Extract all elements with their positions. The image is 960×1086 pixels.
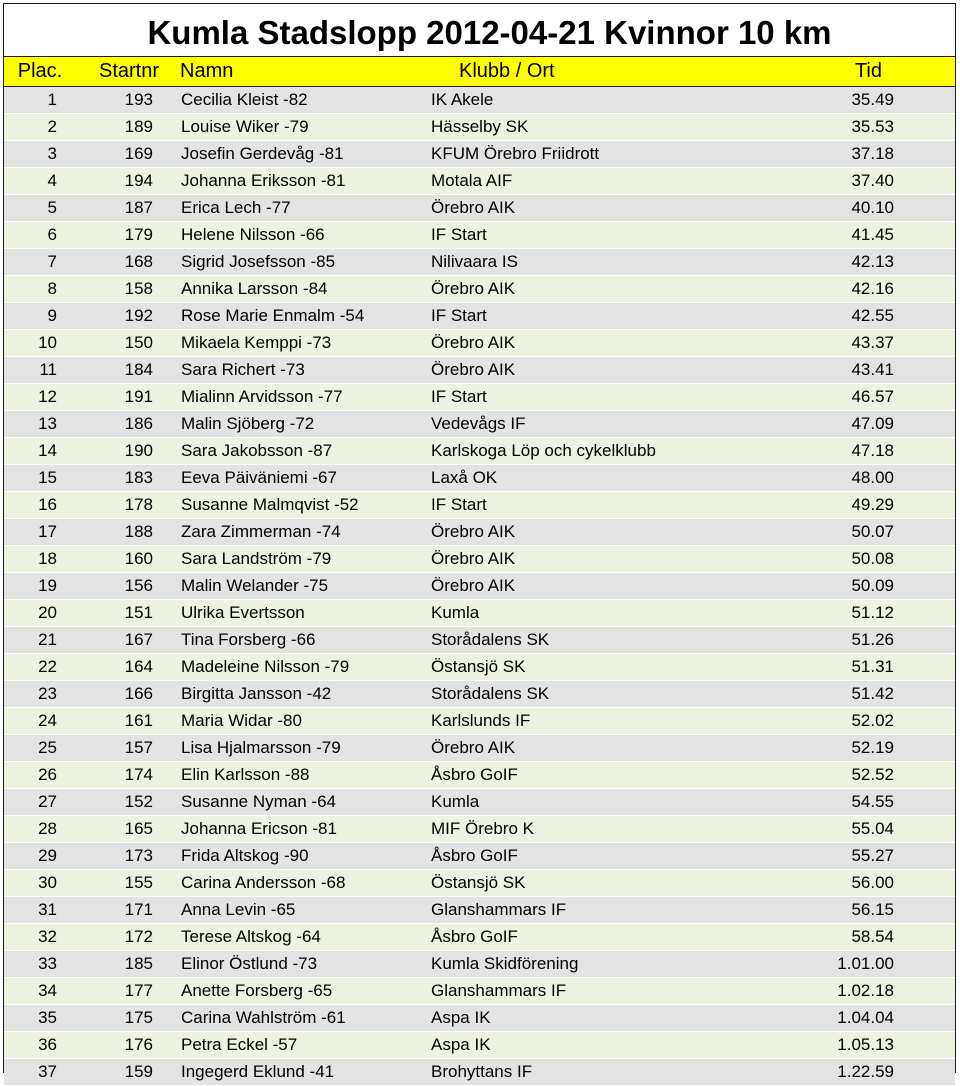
cell-startnr: 191 [124,387,153,406]
cell-startnr: 176 [124,1035,153,1054]
cell-plac: 29 [38,846,57,865]
cell-namn: Frida Altskog -90 [181,846,309,865]
table-row [4,762,955,789]
cell-startnr: 172 [124,927,153,946]
cell-plac: 16 [38,495,57,514]
table-row [4,114,955,141]
cell-plac: 30 [38,873,57,892]
cell-tid: 54.55 [851,792,894,811]
cell-klubb: Örebro AIK [431,279,516,298]
cell-klubb: MIF Örebro K [431,819,534,838]
header-startnr: Startnr [99,60,160,82]
cell-startnr: 173 [124,846,153,865]
table-row [4,546,955,573]
table-row [4,168,955,195]
cell-klubb: Glanshammars IF [431,900,567,919]
cell-startnr: 158 [124,279,153,298]
cell-tid: 52.02 [851,711,894,730]
cell-plac: 22 [38,657,57,676]
cell-plac: 37 [38,1062,57,1081]
cell-plac: 9 [47,306,57,325]
cell-namn: Carina Andersson -68 [181,873,346,892]
cell-plac: 15 [38,468,57,487]
cell-tid: 47.18 [851,441,894,460]
cell-tid: 42.16 [851,279,894,298]
cell-tid: 35.49 [851,90,894,109]
cell-klubb: Storådalens SK [431,630,550,649]
cell-namn: Johanna Eriksson -81 [181,171,346,190]
cell-startnr: 165 [124,819,153,838]
cell-plac: 4 [47,171,57,190]
cell-startnr: 159 [124,1062,153,1081]
cell-startnr: 184 [124,360,153,379]
cell-tid: 35.53 [851,117,894,136]
cell-plac: 34 [38,981,57,1000]
cell-tid: 47.09 [851,414,894,433]
table-header [4,56,955,87]
cell-tid: 46.57 [851,387,894,406]
table-row [4,492,955,519]
cell-plac: 27 [38,792,57,811]
cell-klubb: Östansjö SK [431,657,526,676]
cell-klubb: Glanshammars IF [431,981,567,1000]
header-namn: Namn [180,60,234,82]
cell-plac: 5 [47,198,57,217]
cell-plac: 8 [47,279,57,298]
cell-namn: Maria Widar -80 [181,711,302,730]
cell-tid: 43.41 [851,360,894,379]
cell-klubb: Kumla Skidförening [431,954,579,973]
cell-namn: Eeva Päiväniemi -67 [181,468,337,487]
cell-plac: 1 [47,90,57,109]
cell-namn: Mialinn Arvidsson -77 [181,387,343,406]
cell-plac: 36 [38,1035,57,1054]
cell-startnr: 188 [124,522,153,541]
cell-namn: Terese Altskog -64 [181,927,321,946]
cell-plac: 23 [38,684,57,703]
cell-tid: 37.18 [851,144,894,163]
cell-klubb: Örebro AIK [431,198,516,217]
cell-startnr: 160 [124,549,153,568]
table-row [4,600,955,627]
cell-klubb: Aspa IK [431,1008,491,1027]
table-row [4,708,955,735]
cell-namn: Madeleine Nilsson -79 [181,657,350,676]
cell-namn: Tina Forsberg -66 [181,630,316,649]
cell-klubb: Örebro AIK [431,549,516,568]
cell-namn: Helene Nilsson -66 [181,225,325,244]
cell-plac: 21 [38,630,57,649]
table-row [4,573,955,600]
cell-namn: Zara Zimmerman -74 [181,522,341,541]
cell-namn: Carina Wahlström -61 [181,1008,346,1027]
cell-klubb: Storådalens SK [431,684,550,703]
table-row [4,195,955,222]
cell-startnr: 192 [124,306,153,325]
cell-tid: 1.01.00 [837,954,894,973]
cell-namn: Josefin Gerdevåg -81 [181,144,344,163]
table-row [4,141,955,168]
header-klubb: Klubb / Ort [459,60,555,82]
cell-namn: Johanna Ericson -81 [181,819,337,838]
cell-tid: 52.19 [851,738,894,757]
cell-tid: 37.40 [851,171,894,190]
cell-klubb: IF Start [431,387,487,406]
cell-namn: Elin Karlsson -88 [181,765,310,784]
cell-startnr: 169 [124,144,153,163]
cell-tid: 55.27 [851,846,894,865]
cell-tid: 50.07 [851,522,894,541]
cell-namn: Susanne Malmqvist -52 [181,495,359,514]
cell-tid: 51.31 [851,657,894,676]
cell-tid: 1.22.59 [837,1062,894,1081]
cell-namn: Ingegerd Eklund -41 [181,1062,335,1081]
table-row [4,843,955,870]
cell-klubb: Örebro AIK [431,738,516,757]
cell-tid: 41.45 [851,225,894,244]
cell-klubb: Motala AIF [431,171,513,190]
table-row [4,897,955,924]
cell-startnr: 166 [124,684,153,703]
cell-plac: 32 [38,927,57,946]
cell-klubb: Örebro AIK [431,333,516,352]
table-row [4,411,955,438]
cell-klubb: Åsbro GoIF [431,927,518,946]
cell-plac: 2 [47,117,57,136]
cell-namn: Anette Forsberg -65 [181,981,333,1000]
cell-startnr: 156 [124,576,153,595]
cell-plac: 20 [38,603,57,622]
cell-plac: 28 [38,819,57,838]
cell-startnr: 179 [124,225,153,244]
cell-tid: 51.42 [851,684,894,703]
cell-klubb: KFUM Örebro Friidrott [431,144,600,163]
table-row [4,357,955,384]
cell-startnr: 189 [124,117,153,136]
cell-klubb: Örebro AIK [431,360,516,379]
cell-startnr: 150 [124,333,153,352]
cell-tid: 52.52 [851,765,894,784]
cell-klubb: IF Start [431,306,487,325]
table-row [4,222,955,249]
header-plac: Plac. [17,60,63,82]
table-row [4,465,955,492]
cell-plac: 35 [38,1008,57,1027]
cell-startnr: 161 [124,711,153,730]
table-row [4,1005,955,1032]
cell-plac: 13 [38,414,57,433]
cell-startnr: 171 [124,900,153,919]
cell-tid: 50.09 [851,576,894,595]
table-row [4,1059,955,1086]
table-row [4,519,955,546]
cell-tid: 56.15 [851,900,894,919]
cell-namn: Anna Levin -65 [181,900,296,919]
cell-plac: 7 [47,252,57,271]
table-row [4,384,955,411]
cell-namn: Mikaela Kemppi -73 [181,333,332,352]
cell-startnr: 167 [124,630,153,649]
cell-startnr: 185 [124,954,153,973]
cell-plac: 31 [38,900,57,919]
cell-plac: 10 [38,333,57,352]
cell-startnr: 178 [124,495,153,514]
cell-tid: 40.10 [851,198,894,217]
cell-startnr: 155 [124,873,153,892]
cell-klubb: Brohyttans IF [431,1062,533,1081]
results-sheet [3,3,956,1081]
cell-tid: 1.05.13 [837,1035,894,1054]
table-row [4,438,955,465]
cell-klubb: Åsbro GoIF [431,846,518,865]
cell-namn: Birgitta Jansson -42 [181,684,332,703]
cell-tid: 1.02.18 [837,981,894,1000]
table-row [4,303,955,330]
cell-namn: Sara Richert -73 [181,360,305,379]
cell-tid: 58.54 [851,927,894,946]
cell-startnr: 152 [124,792,153,811]
table-row [4,1032,955,1059]
cell-klubb: Karlslunds IF [431,711,531,730]
cell-plac: 25 [38,738,57,757]
cell-startnr: 193 [124,90,153,109]
cell-startnr: 190 [124,441,153,460]
cell-tid: 1.04.04 [837,1008,894,1027]
cell-namn: Susanne Nyman -64 [181,792,336,811]
table-row [4,276,955,303]
cell-namn: Malin Sjöberg -72 [181,414,315,433]
cell-startnr: 186 [124,414,153,433]
cell-namn: Erica Lech -77 [181,198,291,217]
cell-tid: 42.55 [851,306,894,325]
cell-namn: Petra Eckel -57 [181,1035,298,1054]
table-row [4,654,955,681]
table-row [4,735,955,762]
cell-klubb: Laxå OK [431,468,498,487]
results-table-body [4,87,955,1086]
cell-namn: Sara Landström -79 [181,549,332,568]
table-row [4,330,955,357]
cell-klubb: IF Start [431,225,487,244]
cell-namn: Rose Marie Enmalm -54 [181,306,365,325]
cell-startnr: 164 [124,657,153,676]
cell-namn: Annika Larsson -84 [181,279,328,298]
cell-plac: 24 [38,711,57,730]
cell-klubb: Örebro AIK [431,576,516,595]
cell-namn: Louise Wiker -79 [181,117,309,136]
cell-startnr: 168 [124,252,153,271]
cell-namn: Ulrika Evertsson [181,603,305,622]
cell-namn: Malin Welander -75 [181,576,329,595]
cell-plac: 19 [38,576,57,595]
cell-tid: 49.29 [851,495,894,514]
cell-startnr: 183 [124,468,153,487]
cell-startnr: 157 [124,738,153,757]
table-row [4,951,955,978]
cell-plac: 14 [38,441,57,460]
table-row [4,87,955,114]
table-row [4,249,955,276]
cell-tid: 48.00 [851,468,894,487]
cell-startnr: 175 [124,1008,153,1027]
cell-tid: 43.37 [851,333,894,352]
cell-plac: 26 [38,765,57,784]
cell-plac: 11 [39,360,57,379]
cell-namn: Cecilia Kleist -82 [181,90,308,109]
cell-tid: 50.08 [851,549,894,568]
cell-startnr: 174 [124,765,153,784]
cell-namn: Lisa Hjalmarsson -79 [181,738,341,757]
cell-tid: 56.00 [851,873,894,892]
cell-klubb: Nilivaara IS [431,252,518,271]
cell-plac: 33 [38,954,57,973]
table-row [4,816,955,843]
cell-klubb: Örebro AIK [431,522,516,541]
cell-klubb: Östansjö SK [431,873,526,892]
cell-klubb: Kumla [431,603,480,622]
table-row [4,627,955,654]
cell-startnr: 151 [124,603,153,622]
cell-klubb: Aspa IK [431,1035,491,1054]
table-row [4,681,955,708]
cell-klubb: IK Akele [431,90,494,109]
table-row [4,870,955,897]
cell-plac: 12 [38,387,57,406]
cell-klubb: IF Start [431,495,487,514]
cell-startnr: 177 [124,981,153,1000]
cell-plac: 17 [38,522,57,541]
table-row [4,924,955,951]
cell-startnr: 194 [124,171,153,190]
cell-tid: 42.13 [851,252,894,271]
cell-klubb: Hässelby SK [431,117,529,136]
cell-klubb: Kumla [431,792,480,811]
cell-plac: 6 [47,225,57,244]
cell-startnr: 187 [124,198,153,217]
table-row [4,978,955,1005]
cell-tid: 51.12 [851,603,894,622]
cell-namn: Sigrid Josefsson -85 [181,252,336,271]
cell-klubb: Åsbro GoIF [431,765,518,784]
table-row [4,789,955,816]
cell-namn: Elinor Östlund -73 [181,954,318,973]
cell-namn: Sara Jakobsson -87 [181,441,333,460]
cell-tid: 51.26 [851,630,894,649]
header-tid: Tid [854,60,882,82]
cell-plac: 18 [38,549,57,568]
cell-klubb: Vedevågs IF [431,414,526,433]
page-title: Kumla Stadslopp 2012-04-21 Kvinnor 10 km [4,4,955,56]
cell-klubb: Karlskoga Löp och cykelklubb [431,441,656,460]
cell-tid: 55.04 [851,819,894,838]
cell-plac: 3 [47,144,57,163]
